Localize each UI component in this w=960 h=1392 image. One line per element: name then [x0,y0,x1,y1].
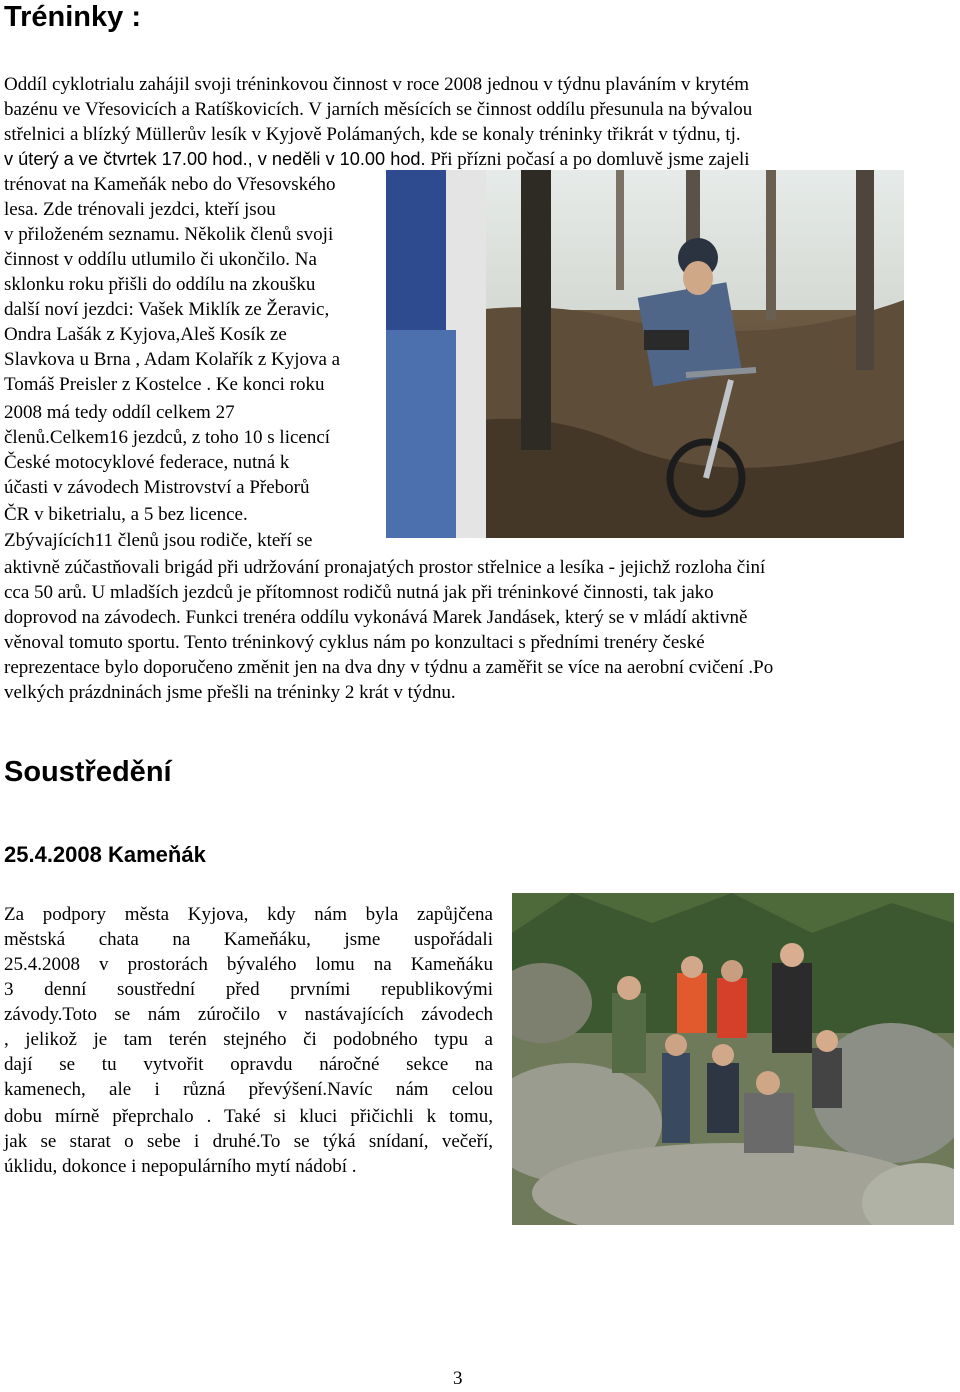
paragraph-line: členů.Celkem16 jezdců, z toho 10 s licencí [4,427,331,448]
paragraph-line [4,147,750,172]
paragraph-line: městská chata na Kameňáku, jsme uspořádali [4,929,493,950]
trial-bike-forest-photo [386,170,904,538]
paragraph-line: další noví jezdci: Vašek Miklík ze Žeravic, [4,299,330,320]
paragraph-line: závody.Toto se nám zúročilo v nastávajících závodech [4,1004,493,1025]
paragraph-line: ČR v biketrialu, a 5 bez licence. [4,504,248,525]
page-number: 3 [453,1368,463,1389]
paragraph-line: střelnici a blízký Müllerův lesík v Kyjově Polámaných, kde se konaly tréninky třikrát v týdnu, tj. [4,124,741,145]
paragraph-line: činnost v oddílu utlumilo či ukončilo. Na [4,249,317,270]
event-date-title: 25.4.2008 Kameňák [4,842,206,867]
paragraph-line: České motocyklové federace, nutná k [4,452,290,473]
paragraph-line: věnoval tomuto sportu. Tento tréninkový cyklus nám po konzultaci s předními trenéry české [4,632,705,653]
paragraph-line: 2008 má tedy oddíl celkem 27 [4,402,235,423]
paragraph-line: 3 denní soustřední před prvními republikovými [4,979,493,1000]
paragraph-line: lesa. Zde trénovali jezdci, kteří jsou [4,199,276,220]
paragraph-line: Tomáš Preisler z Kostelce . Ke konci roku [4,374,325,395]
heading-soustredeni: Soustředění [4,756,172,788]
paragraph-line: trénovat na Kameňák nebo do Vřesovského [4,174,336,195]
paragraph-line: účasti v závodech Mistrovství a Přeborů [4,477,310,498]
paragraph-line: jak se starat o sebe i druhé.To se týká snídaní, večeří, [4,1131,493,1152]
schedule-text: v úterý a ve čtvrtek 17.00 hod., v neděli v 10.00 hod. [4,149,426,169]
paragraph-line: Ondra Lašák z Kyjova,Aleš Kosík ze [4,324,287,345]
paragraph-line: cca 50 arů. U mladších jezdců je přítomnost rodičů nutná jak při tréninkové činnosti, tak jako [4,582,714,603]
paragraph-line: bazénu ve Vřesovicích a Ratíškovicích. V jarních měsících se činnost oddílu přesunula na bývalou [4,99,753,120]
heading-treninky: Tréninky : [4,1,141,33]
paragraph-text: Při přízni počasí a po domluvě jsme zajeli [425,149,750,170]
paragraph-line: v přiloženém seznamu. Několik členů svoji [4,224,334,245]
paragraph-line: dají se tu vytvořit opravdu náročné sekce na [4,1054,493,1075]
paragraph-line: Za podpory města Kyjova, kdy nám byla zapůjčena [4,904,493,925]
paragraph-line: Zbývajících11 členů jsou rodiče, kteří se [4,530,313,551]
paragraph-line: velkých prázdninách jsme přešli na tréninky 2 krát v týdnu. [4,682,456,703]
paragraph-line: doprovod na závodech. Funkci trenéra oddílu vykonává Marek Jandásek, který se v mládí aktivně [4,607,748,628]
paragraph-line: Slavkova u Brna , Adam Kolařík z Kyjova a [4,349,341,370]
paragraph-line: Oddíl cyklotrialu zahájil svoji tréninkovou činnost v roce 2008 jednou v týdnu plaváním v krytém [4,74,750,95]
paragraph-line: úklidu, dokonce i nepopulárního mytí nádobí . [4,1156,357,1177]
paragraph-line: , jelikož je tam terén stejného či podobného typu a [4,1029,493,1050]
paragraph-line: reprezentace bylo doporučeno změnit jen na dva dny v týdnu a zaměřit se více na aerobní cvičení .Po [4,657,774,678]
paragraph-line: 25.4.2008 v prostorách bývalého lomu na Kameňáku [4,954,493,975]
paragraph-line: dobu mírně přeprchalo . Také si kluci přičichli k tomu, [4,1106,493,1127]
group-quarry-photo [512,893,954,1225]
paragraph-line: kamenech, ale i různá převýšení.Navíc nám celou [4,1079,493,1100]
paragraph-line: sklonku roku přišli do oddílu na zkoušku [4,274,316,295]
paragraph-line: aktivně zúčastňovali brigád při udržování pronajatých prostor střelnice a lesíka - jejichž rozloha činí [4,557,766,578]
